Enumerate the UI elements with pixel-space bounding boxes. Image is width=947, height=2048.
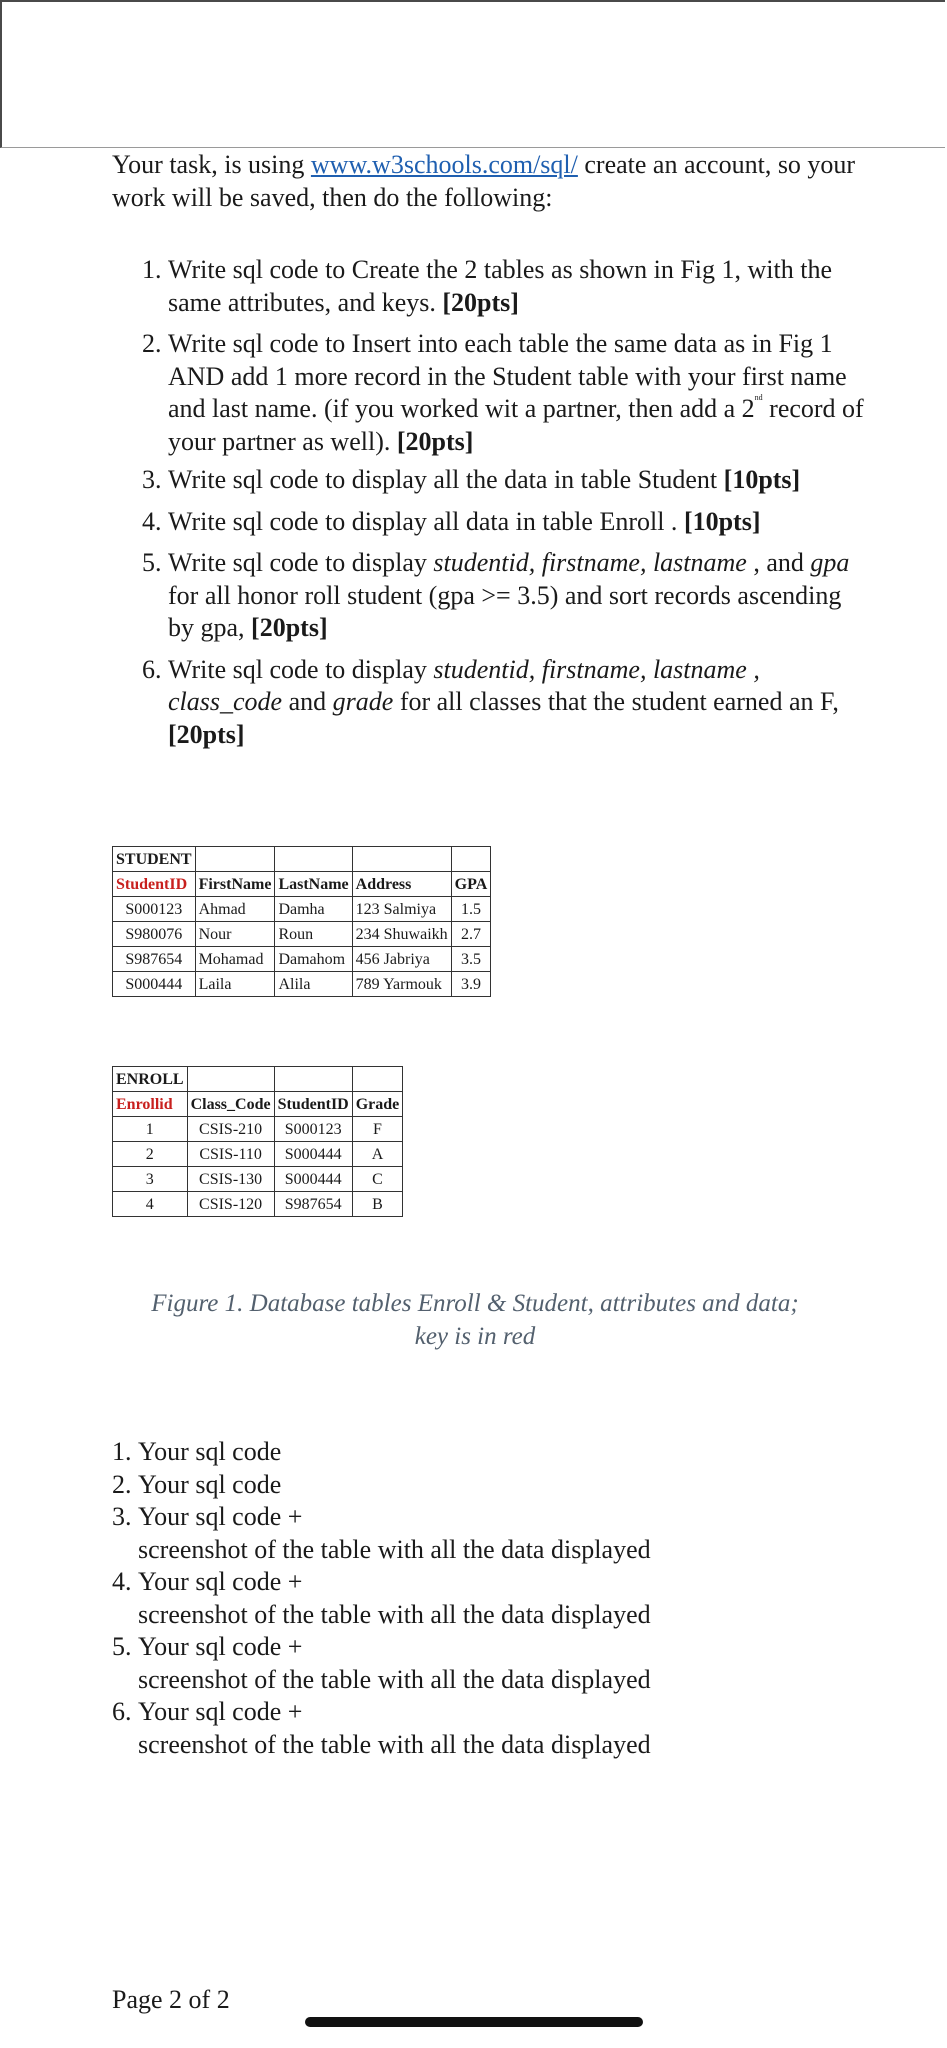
table-cell: Nour xyxy=(195,922,275,947)
w3schools-link[interactable]: www.w3schools.com/sql/ xyxy=(310,150,578,179)
table-row xyxy=(113,947,491,972)
column-header: Address xyxy=(352,872,451,897)
answer-item-5: 5. Your sql code + screenshot of the table with all the data displayed xyxy=(138,1631,838,1696)
task-list xyxy=(140,254,868,760)
table-title: STUDENT xyxy=(113,847,196,872)
table-title-row xyxy=(113,1067,403,1092)
table-cell: Ahmad xyxy=(195,897,275,922)
table-cell: 234 Shuwaikh xyxy=(352,922,451,947)
column-header: Grade xyxy=(352,1092,403,1117)
table-cell: S987654 xyxy=(274,1192,352,1217)
table-cell: S987654 xyxy=(113,947,196,972)
table-cell: 789 Yarmouk xyxy=(352,972,451,997)
table-cell: S000123 xyxy=(274,1117,352,1142)
table-row xyxy=(113,1117,403,1142)
table-title-row xyxy=(113,847,491,872)
column-header: StudentID xyxy=(274,1092,352,1117)
table-row xyxy=(113,1192,403,1217)
page-number: Page 2 of 2 xyxy=(112,1985,230,2014)
answer-list xyxy=(110,1436,838,1761)
table-cell: CSIS-110 xyxy=(187,1142,274,1167)
column-header: Class_Code xyxy=(187,1092,274,1117)
task-item-6: 6. Write sql code to display studentid, firstname, lastname , class_code and grade for all classes that the student earned an F, [20pts] xyxy=(168,654,868,752)
table-cell: 2 xyxy=(113,1142,188,1167)
column-header-key: StudentID xyxy=(113,872,196,897)
answer-item-4: 4. Your sql code + screenshot of the table with all the data displayed xyxy=(138,1566,838,1631)
column-header-key: Enrollid xyxy=(113,1092,188,1117)
answer-item-6: 6. Your sql code + screenshot of the table with all the data displayed xyxy=(138,1696,838,1761)
table-cell: 1.5 xyxy=(451,897,491,922)
table-cell: CSIS-130 xyxy=(187,1167,274,1192)
table-cell: 2.7 xyxy=(451,922,491,947)
home-indicator[interactable] xyxy=(305,2017,643,2027)
table-cell: 1 xyxy=(113,1117,188,1142)
table-header-row xyxy=(113,872,491,897)
table-row xyxy=(113,1167,403,1192)
task-item-1: 1. Write sql code to Create the 2 tables as shown in Fig 1, with the same attributes, and keys. [20pts] xyxy=(168,254,868,319)
intro-paragraph xyxy=(112,148,872,214)
answer-item-2: 2. Your sql code xyxy=(138,1469,838,1502)
intro-text-end: create an account, so your work will be saved, then do the following: xyxy=(112,150,856,212)
table-cell: 456 Jabriya xyxy=(352,947,451,972)
table-cell: 3 xyxy=(113,1167,188,1192)
table-cell: Damha xyxy=(275,897,352,922)
table-cell: 123 Salmiya xyxy=(352,897,451,922)
table-cell: Roun xyxy=(275,922,352,947)
answer-item-1: 1. Your sql code xyxy=(138,1436,838,1469)
column-header: LastName xyxy=(275,872,352,897)
answer-item-3: 3. Your sql code + screenshot of the table with all the data displayed xyxy=(138,1501,838,1566)
column-header: FirstName xyxy=(195,872,275,897)
task-item-3: 3. Write sql code to display all the data in table Student [10pts] xyxy=(168,464,868,497)
table-cell: Alila xyxy=(275,972,352,997)
table-cell: F xyxy=(352,1117,403,1142)
table-cell: Damahom xyxy=(275,947,352,972)
table-title: ENROLL xyxy=(113,1067,188,1092)
table-cell: 4 xyxy=(113,1192,188,1217)
table-cell: S980076 xyxy=(113,922,196,947)
column-header: GPA xyxy=(451,872,491,897)
student-table xyxy=(112,846,491,997)
table-row xyxy=(113,897,491,922)
table-cell: S000123 xyxy=(113,897,196,922)
caption-line: Figure 1. Database tables Enroll & Student, attributes and data; xyxy=(151,1290,799,1317)
table-cell: CSIS-120 xyxy=(187,1192,274,1217)
intro-text: Your task, is using xyxy=(112,150,311,179)
task-item-5: 5. Write sql code to display studentid, firstname, lastname , and gpa for all honor roll student (gpa >= 3.5) and sort records ascending by gpa, [20pts] xyxy=(168,547,868,645)
table-cell: Laila xyxy=(195,972,275,997)
task-item-2: 2. Write sql code to Insert into each table the same data as in Fig 1 AND add 1 more record in the Student table with your first name and last name. (if you worked wit a partner, then add a 2nd record of your partner as well). [20pts] xyxy=(168,328,868,458)
caption-line: key is in red xyxy=(414,1323,536,1350)
task-item-4: 4. Write sql code to display all data in table Enroll . [10pts] xyxy=(168,506,868,539)
figure-caption xyxy=(80,1287,870,1353)
table-cell: S000444 xyxy=(113,972,196,997)
table-cell: A xyxy=(352,1142,403,1167)
table-cell: 3.9 xyxy=(451,972,491,997)
enroll-table xyxy=(112,1066,403,1217)
table-cell: 3.5 xyxy=(451,947,491,972)
table-cell: S000444 xyxy=(274,1142,352,1167)
table-header-row xyxy=(113,1092,403,1117)
table-cell: Mohamad xyxy=(195,947,275,972)
table-row xyxy=(113,972,491,997)
table-cell: CSIS-210 xyxy=(187,1117,274,1142)
table-row xyxy=(113,1142,403,1167)
blank-header-box xyxy=(0,0,945,148)
table-row xyxy=(113,922,491,947)
table-cell: S000444 xyxy=(274,1167,352,1192)
table-cell: C xyxy=(352,1167,403,1192)
table-cell: B xyxy=(352,1192,403,1217)
